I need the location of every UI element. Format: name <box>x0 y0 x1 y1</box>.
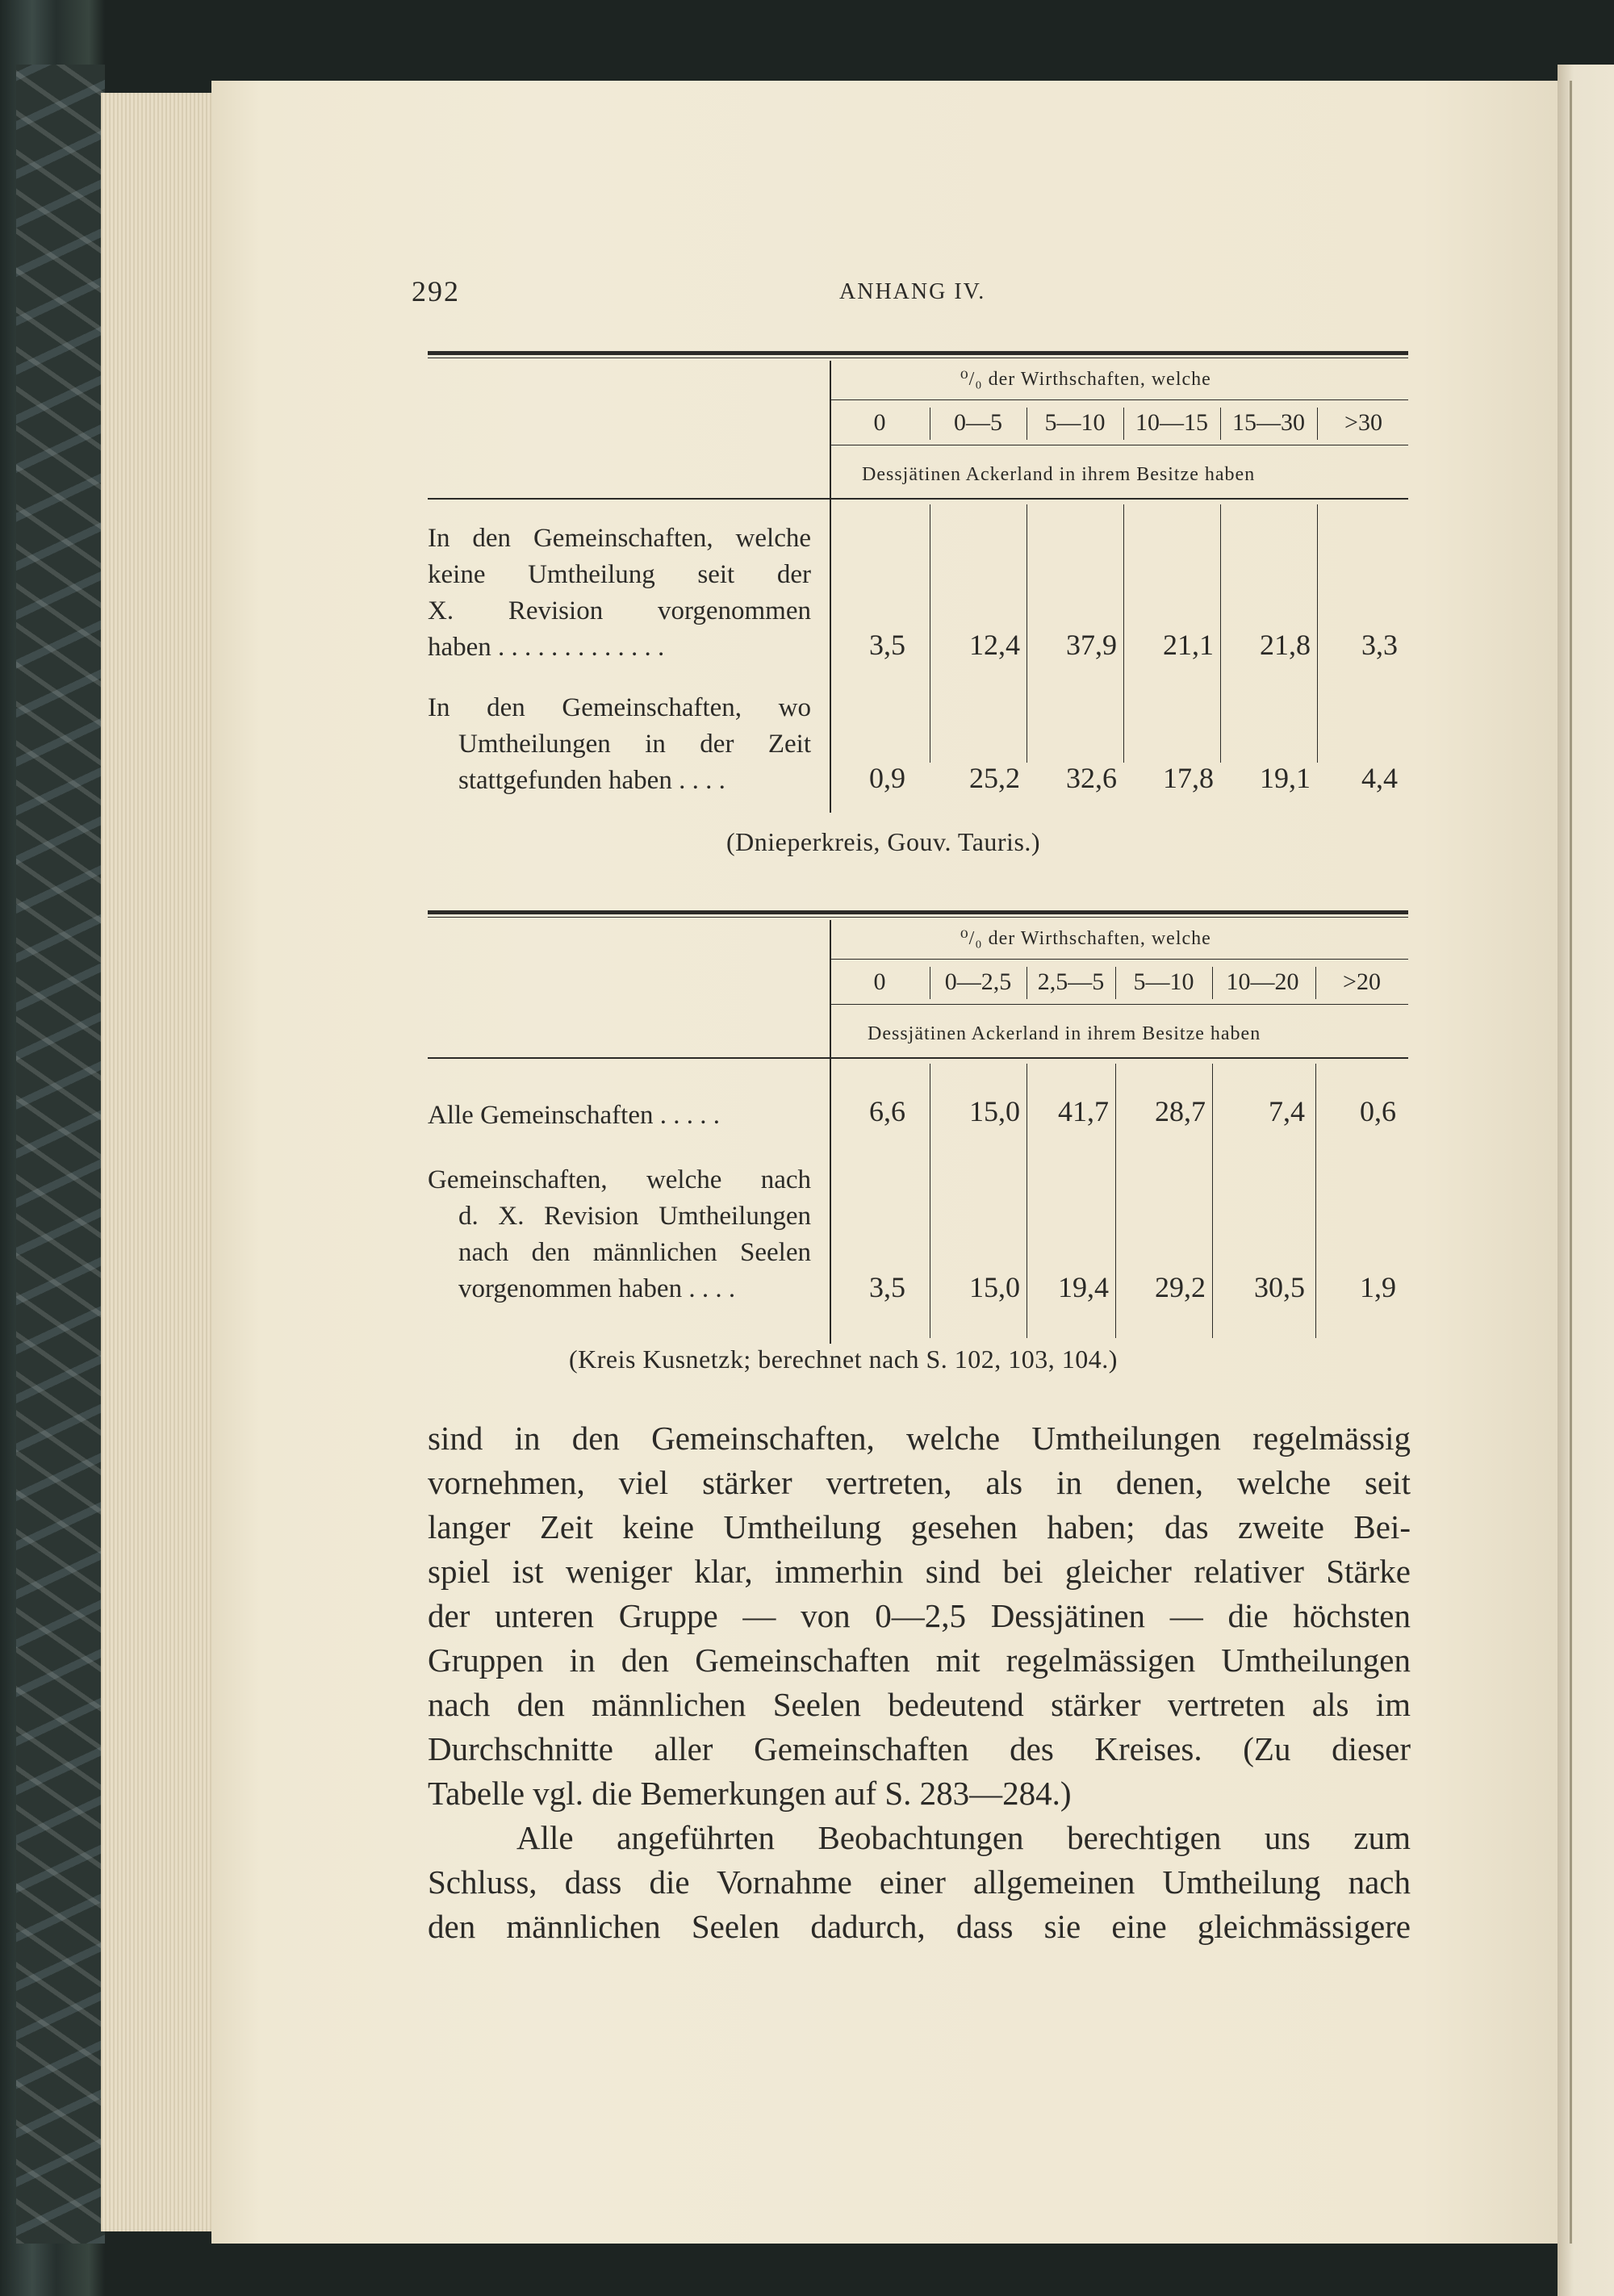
body-line: den männlichen Seelen dadurch, dass sie eine gleichmässigere <box>428 1908 1411 1945</box>
table1-row1-cell-5: 3,3 <box>1361 629 1398 661</box>
marbled-binding <box>16 65 105 2244</box>
table2-row2-label: Gemeinschaften, welche nach d. X. Revision Umtheilungen nach den männlichen Seelen vorgenommen haben . . . . <box>428 1165 811 1303</box>
body-line: nach den männlichen Seelen bedeutend stärker vertreten als im <box>428 1686 1411 1723</box>
table2-col-3: 5—10 <box>1133 968 1194 995</box>
table1-row1-cell-0: 3,5 <box>869 629 905 661</box>
page-edges <box>101 93 214 2231</box>
table1-caption: (Dnieperkreis, Gouv. Tauris.) <box>726 827 1041 856</box>
body-line: Gruppen in den Gemeinschaften mit regelmässigen Umtheilungen <box>428 1641 1411 1679</box>
table1-row2-label: In den Gemeinschaften, wo Umtheilungen in der Zeit stattgefunden haben . . . . <box>428 693 811 795</box>
table2-row1-label: Alle Gemeinschaften . . . . . <box>428 1101 720 1130</box>
table1-col-5: >30 <box>1344 409 1382 436</box>
table1-group-header: ⁰/₀ der Wirthschaften, welche <box>960 369 1211 390</box>
table1-col-4: 15—30 <box>1232 409 1305 436</box>
body-line: spiel ist weniger klar, immerhin sind bei gleicher relativer Stärke <box>428 1553 1411 1590</box>
table2-col-4: 10—20 <box>1226 968 1299 995</box>
body-line: Schluss, dass die Vornahme einer allgemeinen Umtheilung nach <box>428 1863 1411 1901</box>
table1-row2-cell-5: 4,4 <box>1361 762 1398 794</box>
table1-row2-cell-4: 19,1 <box>1260 762 1311 794</box>
table2-row1-cell-5: 0,6 <box>1360 1095 1396 1127</box>
table-kusnetzk <box>428 910 1408 1386</box>
table2-row1-cell-3: 28,7 <box>1155 1095 1206 1127</box>
table2-row1-cell-2: 41,7 <box>1058 1095 1109 1127</box>
page-gutter-line <box>1570 81 1572 2244</box>
table1-row1-cell-4: 21,8 <box>1260 629 1311 661</box>
body-line: Tabelle vgl. die Bemerkungen auf S. 283—284.) <box>428 1775 1072 1812</box>
table1-row1-cell-2: 37,9 <box>1066 629 1117 661</box>
table2-row1-cell-4: 7,4 <box>1269 1095 1305 1127</box>
table1-row2-cell-2: 32,6 <box>1066 762 1117 794</box>
table2-caption: (Kreis Kusnetzk; berechnet nach S. 102, 103, 104.) <box>569 1345 1118 1374</box>
page-number: 292 <box>412 275 460 307</box>
table2-row1-cell-1: 15,0 <box>969 1095 1020 1127</box>
facing-page-edge <box>1558 65 1614 2296</box>
body-line: langer Zeit keine Umtheilung gesehen haben; das zweite Bei- <box>428 1508 1411 1545</box>
table2-col-2: 2,5—5 <box>1037 968 1105 995</box>
page-header <box>412 274 1412 323</box>
table1-row1-cell-3: 21,1 <box>1163 629 1214 661</box>
table2-row2-cell-4: 30,5 <box>1254 1271 1305 1303</box>
body-line: Durchschnitte aller Gemeinschaften des Kreises. (Zu dieser <box>428 1730 1411 1767</box>
table2-row2-cell-1: 15,0 <box>969 1271 1020 1303</box>
body-line: sind in den Gemeinschaften, welche Umtheilungen regelmässig <box>428 1420 1411 1457</box>
table2-row2-cell-2: 19,4 <box>1058 1271 1109 1303</box>
table2-group-header: ⁰/₀ der Wirthschaften, welche <box>960 928 1211 949</box>
table2-row2-cell-0: 3,5 <box>869 1271 905 1303</box>
table1-unit-header: Dessjätinen Ackerland in ihrem Besitze haben <box>862 464 1256 485</box>
table1-row1-cell-1: 12,4 <box>969 629 1020 661</box>
table2-col-5: >20 <box>1343 968 1381 995</box>
table2-row1-cell-0: 6,6 <box>869 1095 905 1127</box>
table1-col-1: 0—5 <box>954 409 1002 436</box>
table1-row2-cell-0: 0,9 <box>869 762 905 794</box>
table2-row2-cell-5: 1,9 <box>1360 1271 1396 1303</box>
body-line: der unteren Gruppe — von 0—2,5 Dessjätinen — die höchsten <box>428 1597 1411 1634</box>
table-dnieperkreis <box>428 351 1408 868</box>
table1-row2-cell-3: 17,8 <box>1163 762 1214 794</box>
table2-row2-cell-3: 29,2 <box>1155 1271 1206 1303</box>
table1-col-3: 10—15 <box>1135 409 1208 436</box>
table2-col-1: 0—2,5 <box>944 968 1012 995</box>
table1-row1-label: In den Gemeinschaften, welche keine Umtheilung seit der X. Revision vorgenommen haben . . . . . . . . . . . . . <box>428 524 811 662</box>
table1-row2-cell-1: 25,2 <box>969 762 1020 794</box>
table2-col-0: 0 <box>873 968 886 995</box>
running-title: ANHANG IV. <box>839 279 986 304</box>
body-text <box>428 1416 1411 1949</box>
body-line: vornehmen, viel stärker vertreten, als in denen, welche seit <box>428 1464 1411 1501</box>
table2-unit-header: Dessjätinen Ackerland in ihrem Besitze haben <box>868 1023 1261 1044</box>
body-line: Alle angeführten Beobachtungen berechtigen uns zum <box>516 1819 1411 1856</box>
table1-col-2: 5—10 <box>1044 409 1106 436</box>
table1-col-0: 0 <box>873 409 886 436</box>
